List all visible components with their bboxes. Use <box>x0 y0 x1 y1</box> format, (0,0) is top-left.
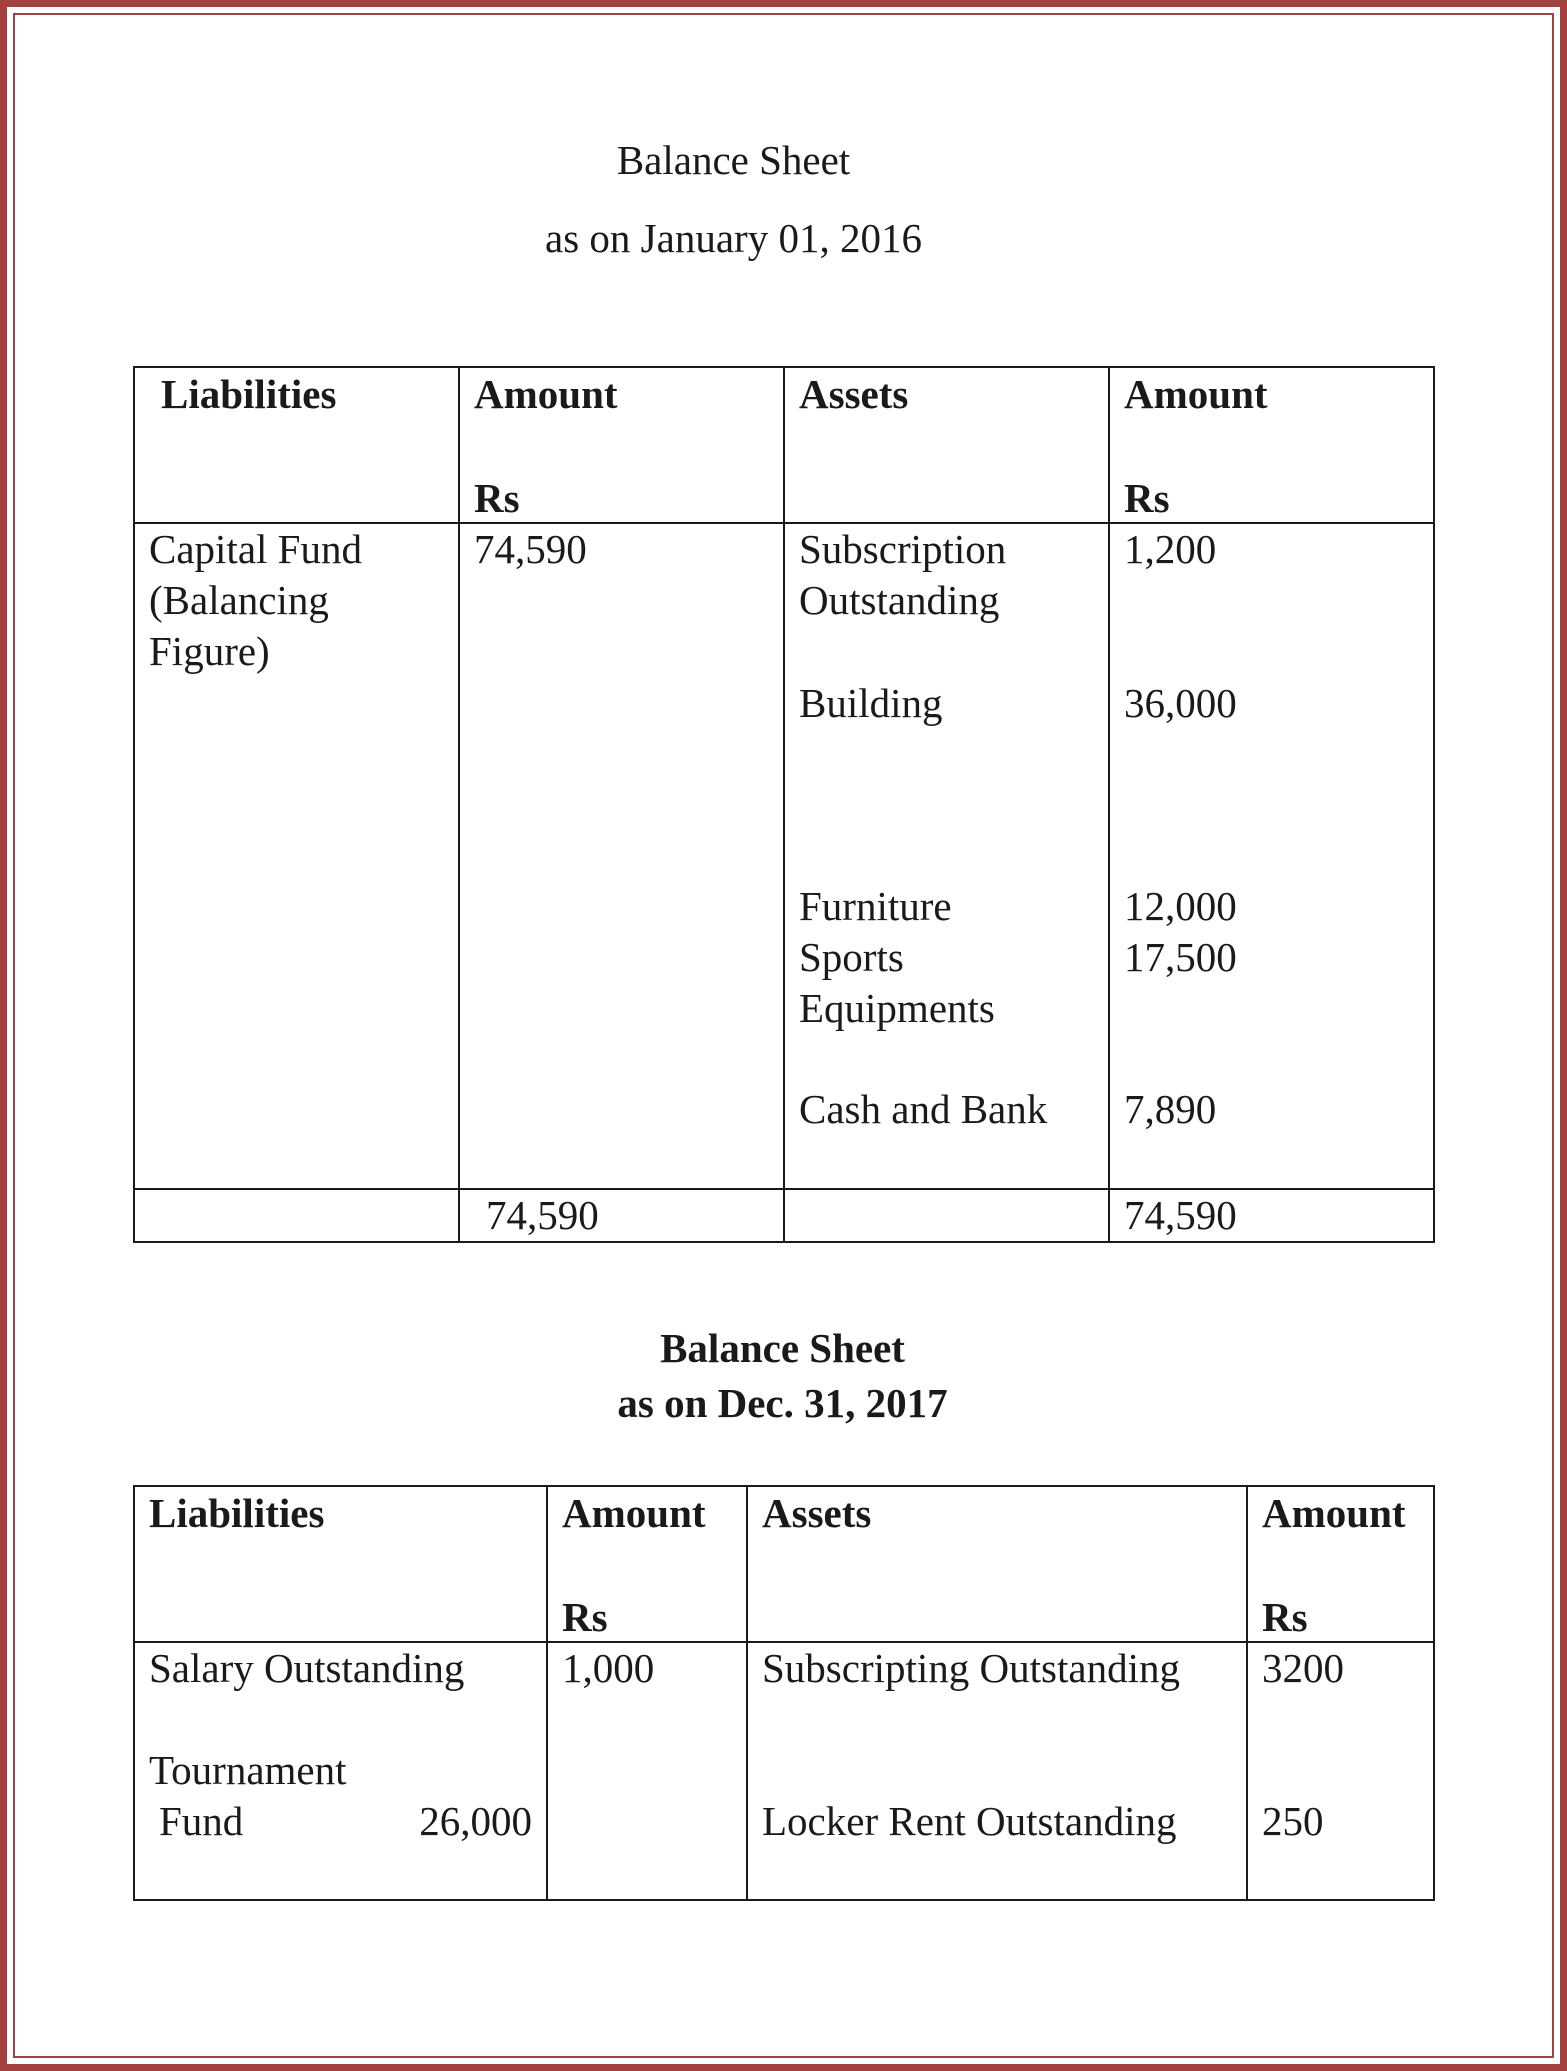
sheet1-total-empty-liab <box>134 1189 459 1242</box>
sheet1-asset-amount: 7,890 <box>1124 1086 1217 1132</box>
sheet2-assets-amount-cell <box>1247 1642 1434 1900</box>
sheet1-total-row <box>134 1189 1434 1242</box>
sheet1-body-row <box>134 523 1434 1189</box>
sheet1-total-empty-assets <box>784 1189 1109 1242</box>
sheet1-asset-amount: 36,000 <box>1124 680 1237 726</box>
sheet1-header-row <box>134 367 1434 523</box>
sheet1-subtitle: as on January 01, 2016 <box>545 215 922 261</box>
sheet1-header-liabilities: Liabilities <box>134 367 459 523</box>
sheet1-asset-label: Furniture <box>799 883 952 929</box>
sheet1-liability-label: Capital Fund (Balancing Figure) <box>149 526 362 674</box>
sheet1-title: Balance Sheet <box>616 137 851 183</box>
sheet1-assets-cell <box>784 523 1109 1189</box>
sheet1-total-liabilities: 74,590 <box>459 1189 784 1242</box>
sheet1-asset-amount: 17,500 <box>1124 934 1237 980</box>
sheet2-liability-label: Tournament <box>149 1747 347 1793</box>
sheet2-subtitle: as on Dec. 31, 2017 <box>617 1380 948 1426</box>
sheet2-liability-label: Salary Outstanding <box>149 1645 465 1691</box>
sheet1-asset-label: Building <box>799 680 943 726</box>
sheet1-asset-label: Cash and Bank <box>799 1086 1048 1132</box>
sheet2-liabilities-amount-cell <box>547 1642 747 1900</box>
sheet2-liabilities-cell <box>134 1642 547 1900</box>
sheet2-liability-label: Fund <box>159 1798 244 1844</box>
sheet2-header-amount-assets: Amount Rs <box>1247 1486 1434 1642</box>
sheet1-liabilities-cell <box>134 523 459 1189</box>
sheet1-header-assets: Assets <box>784 367 1109 523</box>
sheet1-assets-amount-cell <box>1109 523 1434 1189</box>
sheet2-liability-inline-amount: 26,000 <box>419 1798 532 1844</box>
sheet1-asset-amount: 1,200 <box>1124 526 1217 572</box>
sheet2-assets-cell <box>747 1642 1247 1900</box>
sheet2-header-row <box>134 1486 1434 1642</box>
sheet2-header-liabilities: Liabilities <box>134 1486 547 1642</box>
sheet1-asset-label: Sports Equipments <box>799 934 995 1031</box>
sheet2-title: Balance Sheet <box>660 1325 905 1371</box>
sheet1-asset-label: Subscription Outstanding <box>799 526 1007 623</box>
sheet2-header-amount-liab: Amount Rs <box>547 1486 747 1642</box>
sheet2-liability-amount: 1,000 <box>562 1645 655 1691</box>
sheet2-asset-label: Subscripting Outstanding <box>762 1645 1180 1691</box>
sheet2-header-assets: Assets <box>747 1486 1247 1642</box>
sheet1-liability-amount: 74,590 <box>474 526 587 572</box>
sheet1-header-amount-liab: Amount Rs <box>459 367 784 523</box>
sheet1-total-assets: 74,590 <box>1109 1189 1434 1242</box>
sheet1-header-amount-assets: Amount Rs <box>1109 367 1434 523</box>
sheet1-table <box>133 366 1435 1243</box>
sheet1-liabilities-amount-cell <box>459 523 784 1189</box>
sheet2-asset-amount: 3200 <box>1262 1645 1344 1691</box>
sheet2-body-row <box>134 1642 1434 1900</box>
sheet2-asset-amount: 250 <box>1262 1798 1324 1844</box>
sheet2-asset-label: Locker Rent Outstanding <box>762 1798 1177 1844</box>
sheet1-asset-amount: 12,000 <box>1124 883 1237 929</box>
sheet2-table <box>133 1485 1435 1901</box>
